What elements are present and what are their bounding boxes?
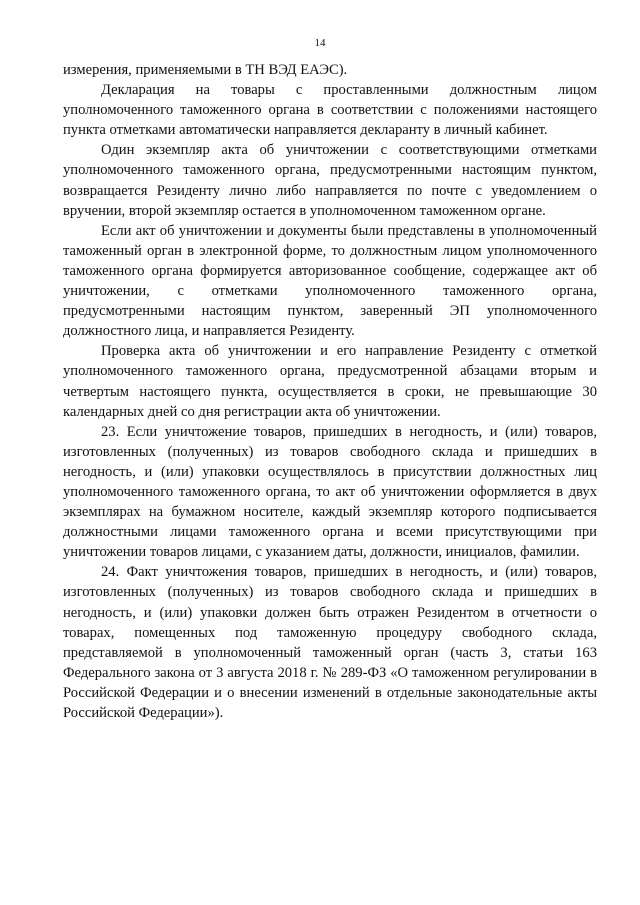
paragraph-copy-return: Один экземпляр акта об уничтожении с соответствующими отметками уполномоченного таможенного органа, предусмотренными настоящим пунктом, возвращается Резиденту лично либо направляется по почте с уведомлением о вручении, второй экземпляр остается в уполномоченном таможенном органе. [63,142,597,219]
page-number: 14 [314,37,326,49]
paragraph-verification-term: Проверка акта об уничтожении и его направление Резиденту с отметкой уполномоченного таможенного органа, предусмотренной абзацами вторым и четвертым настоящего пункта, осуществляется в сроки, не превышающие 30 календарных дней со дня регистрации акта об уничтожении. [63,343,597,420]
paragraph-declaration: Декларация на товары с проставленными должностным лицом уполномоченного таможенного органа в соответствии с положениями настоящего пункта отметками автоматически направляется декларанту в личный кабинет. [63,82,597,139]
paragraph-item-24: 24. Факт уничтожения товаров, пришедших в негодность, и (или) товаров, изготовленных (полученных) из товаров свободного склада и пришедших в негодность, и (или) упаковки должен быть отражен Резидентом в отчетности о товарах, помещенных под таможенную процедуру свободного склада, представляемой в уполномоченный таможенный орган (часть 3, статьи 163 Федерального закона от 3 августа 2018 г. № 289-ФЗ «О таможенном регулировании в Российской Федерации и о внесении изменений в отдельные законодательные акты Российской Федерации»). [63,564,597,721]
paragraph-item-23: 23. Если уничтожение товаров, пришедших в негодность, и (или) товаров, изготовленных (полученных) из товаров свободного склада и пришедших в негодность, и (или) упаковки осуществлялось в присутствии должностных лиц уполномоченного таможенного органа, то акт об уничтожении оформляется в двух экземплярах на бумажном носителе, каждый экземпляр которого подписывается должностными лицами таможенного органа и всеми присутствующими при уничтожении товаров лицами, с указанием даты, должности, инициалов, фамилии. [63,423,597,561]
document-body [63,60,597,723]
paragraph-electronic-form: Если акт об уничтожении и документы были представлены в уполномоченный таможенный орган в электронной форме, то должностным лицом уполномоченного таможенного органа формируется авторизованное сообщение, содержащее акт об уничтожении, с отметками уполномоченного таможенного органа, предусмотренными настоящим пунктом, заверенный ЭП уполномоченного должностного лица, и направляется Резиденту. [63,222,597,340]
paragraph-continuation: измерения, применяемыми в ТН ВЭД ЕАЭС). [63,62,348,78]
